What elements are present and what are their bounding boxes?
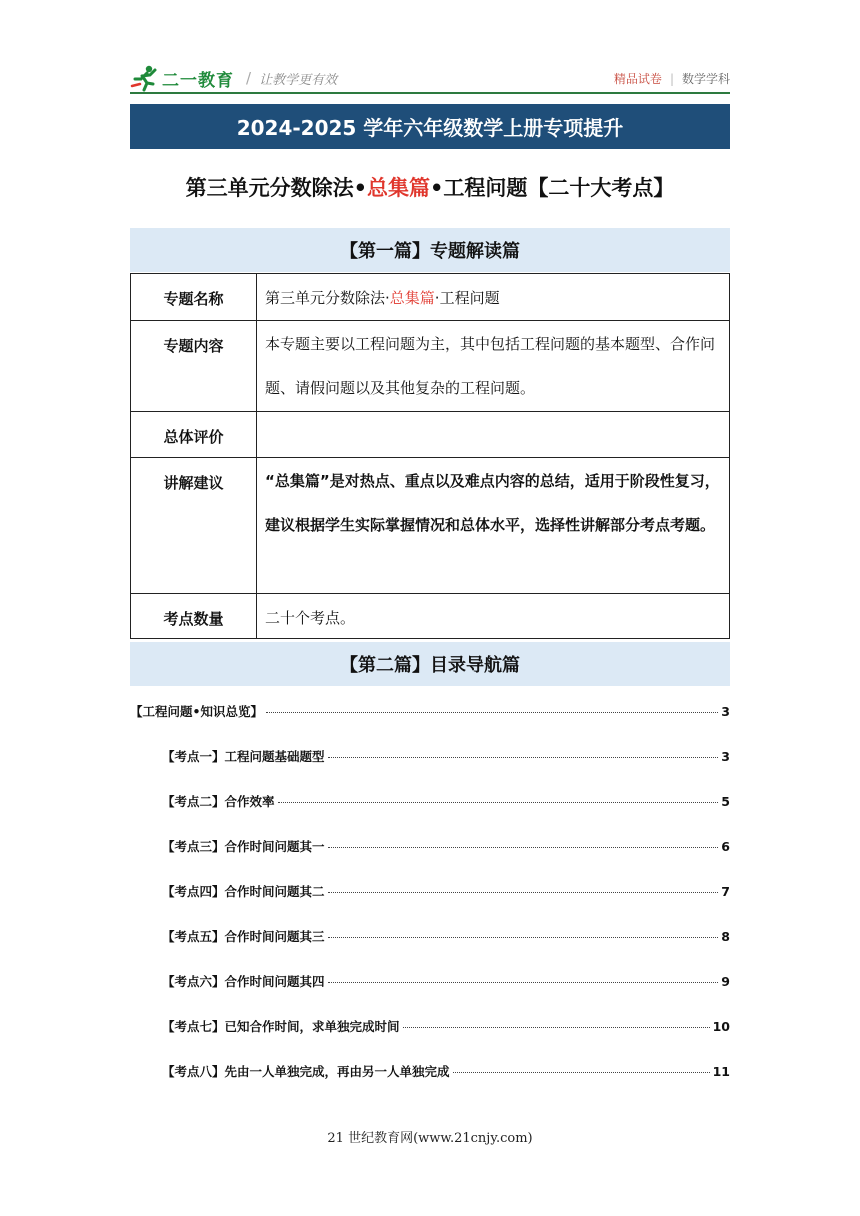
row-key-name: 专题名称 <box>131 274 257 321</box>
header-tag-divider: | <box>669 71 674 86</box>
table-row <box>131 412 730 458</box>
toc-leader <box>328 982 719 983</box>
toc-page: 7 <box>721 884 730 899</box>
toc-label: 【考点八】先由一人单独完成，再由另一人单独完成 <box>162 1064 450 1079</box>
toc-label: 【考点三】合作时间问题其一 <box>162 839 325 854</box>
toc-entry[interactable] <box>130 792 730 810</box>
page-header <box>130 64 730 94</box>
toc-label: 【考点五】合作时间问题其三 <box>162 929 325 944</box>
toc-entry[interactable] <box>130 747 730 765</box>
section-2-heading: 【第二篇】目录导航篇 <box>130 642 730 686</box>
toc-entry[interactable] <box>130 882 730 900</box>
toc-entry[interactable] <box>130 1062 730 1080</box>
row-key-count: 考点数量 <box>131 594 257 639</box>
logo-divider: / <box>246 69 252 87</box>
row-value-evaluation <box>257 412 730 458</box>
toc-leader <box>453 1072 710 1073</box>
page-subtitle <box>130 172 730 202</box>
toc-leader <box>328 757 719 758</box>
table-row <box>131 321 730 412</box>
topic-name-highlight: 总集篇 <box>389 289 435 307</box>
page-footer: 21 世纪教育网(www.21cnjy.com) <box>327 1131 533 1146</box>
table-row <box>131 458 730 594</box>
toc-label: 【考点一】工程问题基础题型 <box>162 749 325 764</box>
toc-entry[interactable] <box>130 927 730 945</box>
subtitle-part1: 第三单元分数除法• <box>185 176 367 200</box>
row-key-evaluation: 总体评价 <box>131 412 257 458</box>
toc-label: 【考点四】合作时间问题其二 <box>162 884 325 899</box>
toc-entry[interactable] <box>130 972 730 990</box>
toc-page: 10 <box>712 1019 730 1034</box>
header-tag-premium: 精品试卷 <box>613 72 662 86</box>
toc-leader <box>278 802 719 803</box>
header-tags <box>614 70 730 87</box>
row-key-content: 专题内容 <box>131 321 257 412</box>
subtitle-part3: •工程问题【二十大考点】 <box>430 176 675 200</box>
topic-name-a: 第三单元分数除法· <box>265 289 390 307</box>
banner-title: 2024-2025 学年六年级数学上册专项提升 <box>130 104 730 149</box>
row-value-suggestion: “总集篇”是对热点、重点以及难点内容的总结，适用于阶段性复习，建议根据学生实际掌握情况和总体水平，选择性讲解部分考点考题。 <box>257 458 730 594</box>
toc-label: 【考点六】合作时间问题其四 <box>162 974 325 989</box>
toc-entry[interactable] <box>130 1017 730 1035</box>
toc-label: 【考点七】已知合作时间，求单独完成时间 <box>162 1019 400 1034</box>
toc-page: 5 <box>721 794 730 809</box>
topic-info-table <box>130 273 730 639</box>
toc-page: 11 <box>712 1064 730 1079</box>
toc-page: 9 <box>721 974 730 989</box>
row-value-content: 本专题主要以工程问题为主，其中包括工程问题的基本题型、合作问题、请假问题以及其他复杂的工程问题。 <box>257 321 730 412</box>
toc-entry[interactable] <box>130 702 730 720</box>
subtitle-highlight: 总集篇 <box>367 176 430 200</box>
topic-name-c: ·工程问题 <box>434 289 500 307</box>
toc-entry[interactable] <box>130 837 730 855</box>
toc-leader <box>328 892 719 893</box>
section-1-heading: 【第一篇】专题解读篇 <box>130 228 730 272</box>
toc-page: 3 <box>721 704 730 719</box>
toc-page: 6 <box>721 839 730 854</box>
header-tag-subject: 数学学科 <box>681 72 730 86</box>
toc-label: 【考点二】合作效率 <box>162 794 275 809</box>
toc-leader <box>403 1027 710 1028</box>
toc-page: 8 <box>721 929 730 944</box>
table-row <box>131 594 730 639</box>
toc-leader <box>328 937 719 938</box>
toc-leader <box>266 712 718 713</box>
toc-page: 3 <box>721 749 730 764</box>
header-rule <box>130 92 730 94</box>
toc-leader <box>328 847 719 848</box>
toc-label: 【工程问题•知识总览】 <box>130 704 263 719</box>
logo-text: 二一教育 <box>162 70 234 91</box>
row-key-suggestion: 讲解建议 <box>131 458 257 594</box>
logo <box>130 64 337 92</box>
row-value-count: 二十个考点。 <box>257 594 730 639</box>
logo-slogan: 让教学更有效 <box>259 72 338 88</box>
table-row <box>131 274 730 321</box>
runner-logo-icon <box>130 64 160 92</box>
row-value-name <box>257 274 730 321</box>
